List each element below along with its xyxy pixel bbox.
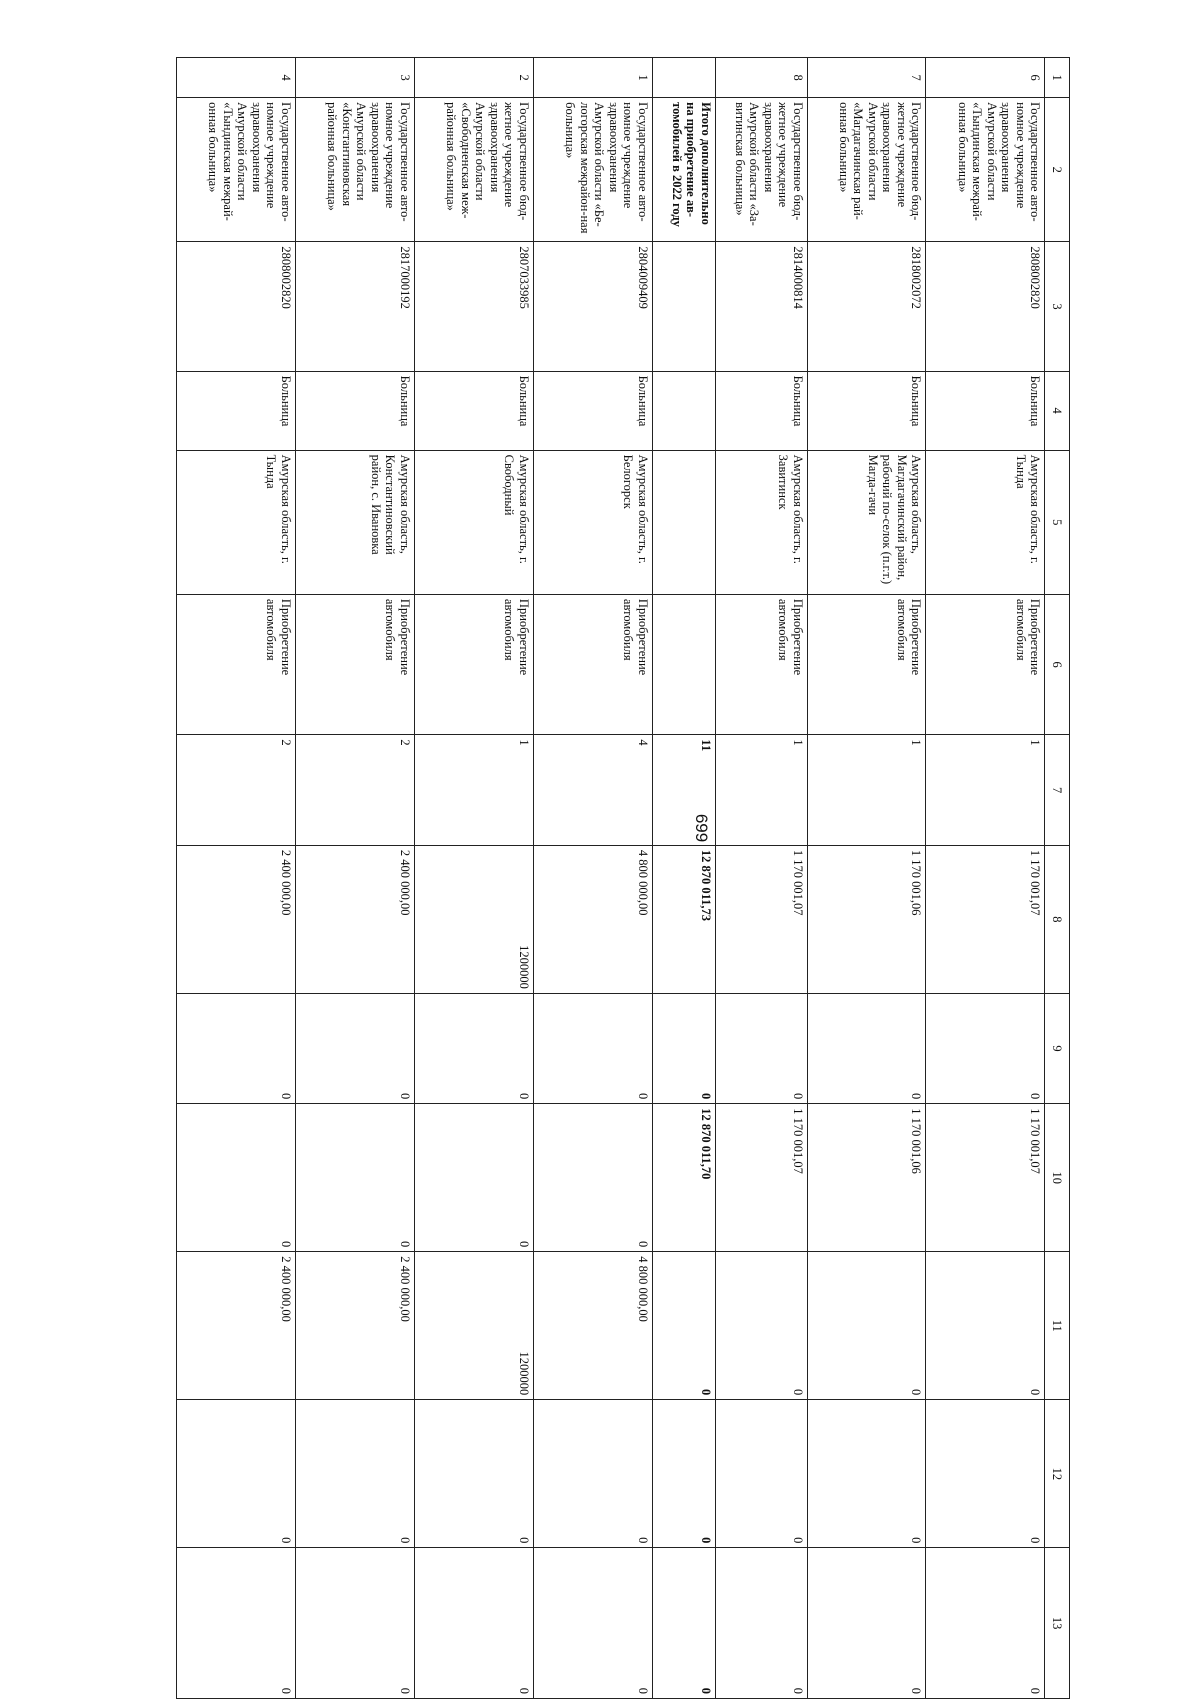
inn-cell: 2814000814: [715, 242, 807, 371]
amount-col12-cell: 0: [807, 1400, 926, 1548]
purpose-cell: Приобретение автомобиля: [715, 594, 807, 735]
address-cell: Амурская область, Магдагачинский район, рабочий по-селок (п.г.т.) Магда-гачи: [807, 450, 926, 594]
amount-col11-cell: 0: [715, 1252, 807, 1400]
purpose-cell: Приобретение автомобиля: [926, 594, 1045, 735]
purpose-cell: [652, 594, 715, 735]
organization-name-cell: Государственное бюд-жетное учреждение здравоохранения Амурской области «Магдагачинская рай-онная больница»: [807, 98, 926, 242]
quantity-cell: 1: [414, 735, 533, 845]
header-cell: 8: [1045, 845, 1070, 993]
inn-cell: [652, 242, 715, 371]
organization-name-cell: Государственное авто-номное учреждение здравоохранения Амурской области «Тындинская межрай-онная больница»: [177, 98, 296, 242]
amount-col8-cell: 4 800 000,00: [533, 845, 652, 993]
row-number-cell: 3: [296, 58, 415, 98]
amount-col9-cell: 0: [414, 993, 533, 1103]
header-cell: 7: [1045, 735, 1070, 845]
amount-col12-cell: 0: [533, 1400, 652, 1548]
header-cell: 12: [1045, 1400, 1070, 1548]
quantity-cell: 4: [533, 735, 652, 845]
table-body: [177, 58, 1070, 1699]
header-cell: 4: [1045, 371, 1070, 450]
purpose-cell: Приобретение автомобиля: [414, 594, 533, 735]
header-cell: 11: [1045, 1252, 1070, 1400]
address-cell: Амурская область, г. Свободный: [414, 450, 533, 594]
amount-col12-cell: 0: [652, 1400, 715, 1548]
amount-col9-cell: 0: [807, 993, 926, 1103]
amount-col13-cell: 0: [296, 1548, 415, 1699]
amount-col13-cell: 0: [926, 1548, 1045, 1699]
institution-type-cell: Больница: [177, 371, 296, 450]
table-row: [807, 58, 926, 1699]
inn-cell: 2818002072: [807, 242, 926, 371]
inn-cell: 2817000192: [296, 242, 415, 371]
inn-cell: 2808002820: [926, 242, 1045, 371]
amount-col10-cell: 0: [414, 1104, 533, 1252]
header-cell: 9: [1045, 993, 1070, 1103]
organization-name-cell: Государственное авто-номное учреждение здравоохранения Амурской области «Константиновская районная больница»: [296, 98, 415, 242]
address-cell: [652, 450, 715, 594]
total-row: [652, 58, 715, 1699]
header-row: [1045, 58, 1070, 1699]
amount-col8-cell: 2 400 000,00: [296, 845, 415, 993]
amount-col13-cell: 0: [533, 1548, 652, 1699]
amount-col9-cell: 0: [715, 993, 807, 1103]
amount-col11-cell: 2 400 000,00: [296, 1252, 415, 1400]
purpose-cell: Приобретение автомобиля: [533, 594, 652, 735]
row-number-cell: 8: [715, 58, 807, 98]
row-number-cell: 2: [414, 58, 533, 98]
institution-type-cell: [652, 371, 715, 450]
amount-col8-cell: 2 400 000,00: [177, 845, 296, 993]
address-cell: Амурская область, г. Тында: [177, 450, 296, 594]
amount-col12-cell: 0: [715, 1400, 807, 1548]
amount-col11-cell: 0: [807, 1252, 926, 1400]
inn-cell: 2804009409: [533, 242, 652, 371]
amount-col10-cell: 1 170 001,07: [926, 1104, 1045, 1252]
amount-col8-cell: 12 870 011,73: [652, 845, 715, 993]
row-number-cell: 6: [926, 58, 1045, 98]
amount-col13-cell: 0: [414, 1548, 533, 1699]
amount-col12-cell: 0: [926, 1400, 1045, 1548]
amount-col8-cell: 1 170 001,06: [807, 845, 926, 993]
budget-allocation-table: [176, 57, 1070, 1699]
amount-col10-cell: 1 170 001,07: [715, 1104, 807, 1252]
header-cell: 13: [1045, 1548, 1070, 1699]
amount-col10-cell: 0: [177, 1104, 296, 1252]
address-cell: Амурская область, г. Завитинск: [715, 450, 807, 594]
amount-col9-cell: 0: [652, 993, 715, 1103]
amount-col9-cell: 0: [296, 993, 415, 1103]
amount-col11-cell: 0: [652, 1252, 715, 1400]
table-row: [414, 58, 533, 1699]
table-row: [533, 58, 652, 1699]
inn-cell: 2807033985: [414, 242, 533, 371]
quantity-cell: 1: [807, 735, 926, 845]
purpose-cell: Приобретение автомобиля: [296, 594, 415, 735]
row-number-cell: 7: [807, 58, 926, 98]
inn-cell: 2808002820: [177, 242, 296, 371]
quantity-cell: 2: [177, 735, 296, 845]
amount-col11-cell: 4 800 000,00: [533, 1252, 652, 1400]
row-number-cell: 4: [177, 58, 296, 98]
header-cell: 2: [1045, 98, 1070, 242]
amount-col12-cell: 0: [296, 1400, 415, 1548]
table-row: [715, 58, 807, 1699]
header-cell: 5: [1045, 450, 1070, 594]
amount-col11-cell: 1200000: [414, 1252, 533, 1400]
amount-col10-cell: 12 870 011,70: [652, 1104, 715, 1252]
amount-col12-cell: 0: [414, 1400, 533, 1548]
header-cell: 6: [1045, 594, 1070, 735]
amount-col13-cell: 0: [715, 1548, 807, 1699]
amount-col10-cell: 0: [533, 1104, 652, 1252]
header-cell: 10: [1045, 1104, 1070, 1252]
row-number-cell: [652, 58, 715, 98]
address-cell: Амурская область, г. Тында: [926, 450, 1045, 594]
amount-col13-cell: 0: [177, 1548, 296, 1699]
institution-type-cell: Больница: [807, 371, 926, 450]
amount-col8-cell: 1 170 001,07: [715, 845, 807, 993]
quantity-cell: 11: [652, 735, 715, 845]
amount-col10-cell: 1 170 001,06: [807, 1104, 926, 1252]
address-cell: Амурская область, Константиновский район, с. Ивановка: [296, 450, 415, 594]
amount-col12-cell: 0: [177, 1400, 296, 1548]
amount-col8-cell: 1200000: [414, 845, 533, 993]
amount-col9-cell: 0: [926, 993, 1045, 1103]
organization-name-cell: Государственное авто-номное учреждение здравоохранения Амурской области «Бе-логорская межрайон-ная больница»: [533, 98, 652, 242]
table-row: [296, 58, 415, 1699]
amount-col13-cell: 0: [807, 1548, 926, 1699]
purpose-cell: Приобретение автомобиля: [807, 594, 926, 735]
amount-col9-cell: 0: [177, 993, 296, 1103]
organization-name-cell: Государственное бюд-жетное учреждение здравоохранения Амурской области «Свободненская меж-районная больница»: [414, 98, 533, 242]
organization-name-cell: Государственное авто-номное учреждение здравоохранения Амурской области «Тындинская межрай-онная больница»: [926, 98, 1045, 242]
page-number: 699: [692, 813, 711, 843]
amount-col8-cell: 1 170 001,07: [926, 845, 1045, 993]
organization-name-cell: Итого дополнительно на приобретение ав-томобилей в 2022 году: [652, 98, 715, 242]
header-cell: 1: [1045, 58, 1070, 98]
quantity-cell: 1: [715, 735, 807, 845]
amount-col11-cell: 2 400 000,00: [177, 1252, 296, 1400]
institution-type-cell: Больница: [414, 371, 533, 450]
row-number-cell: 1: [533, 58, 652, 98]
header-cell: 3: [1045, 242, 1070, 371]
amount-col11-cell: 0: [926, 1252, 1045, 1400]
amount-col10-cell: 0: [296, 1104, 415, 1252]
organization-name-cell: Государственное бюд-жетное учреждение здравоохранения Амурской области «За-витинская больница»: [715, 98, 807, 242]
purpose-cell: Приобретение автомобиля: [177, 594, 296, 735]
institution-type-cell: Больница: [715, 371, 807, 450]
institution-type-cell: Больница: [533, 371, 652, 450]
rotated-table-wrapper: [176, 57, 1070, 1699]
address-cell: Амурская область, г. Белогорск: [533, 450, 652, 594]
amount-col9-cell: 0: [533, 993, 652, 1103]
institution-type-cell: Больница: [296, 371, 415, 450]
quantity-cell: 1: [926, 735, 1045, 845]
table-row: [177, 58, 296, 1699]
amount-col13-cell: 0: [652, 1548, 715, 1699]
institution-type-cell: Больница: [926, 371, 1045, 450]
table-row: [926, 58, 1045, 1699]
quantity-cell: 2: [296, 735, 415, 845]
